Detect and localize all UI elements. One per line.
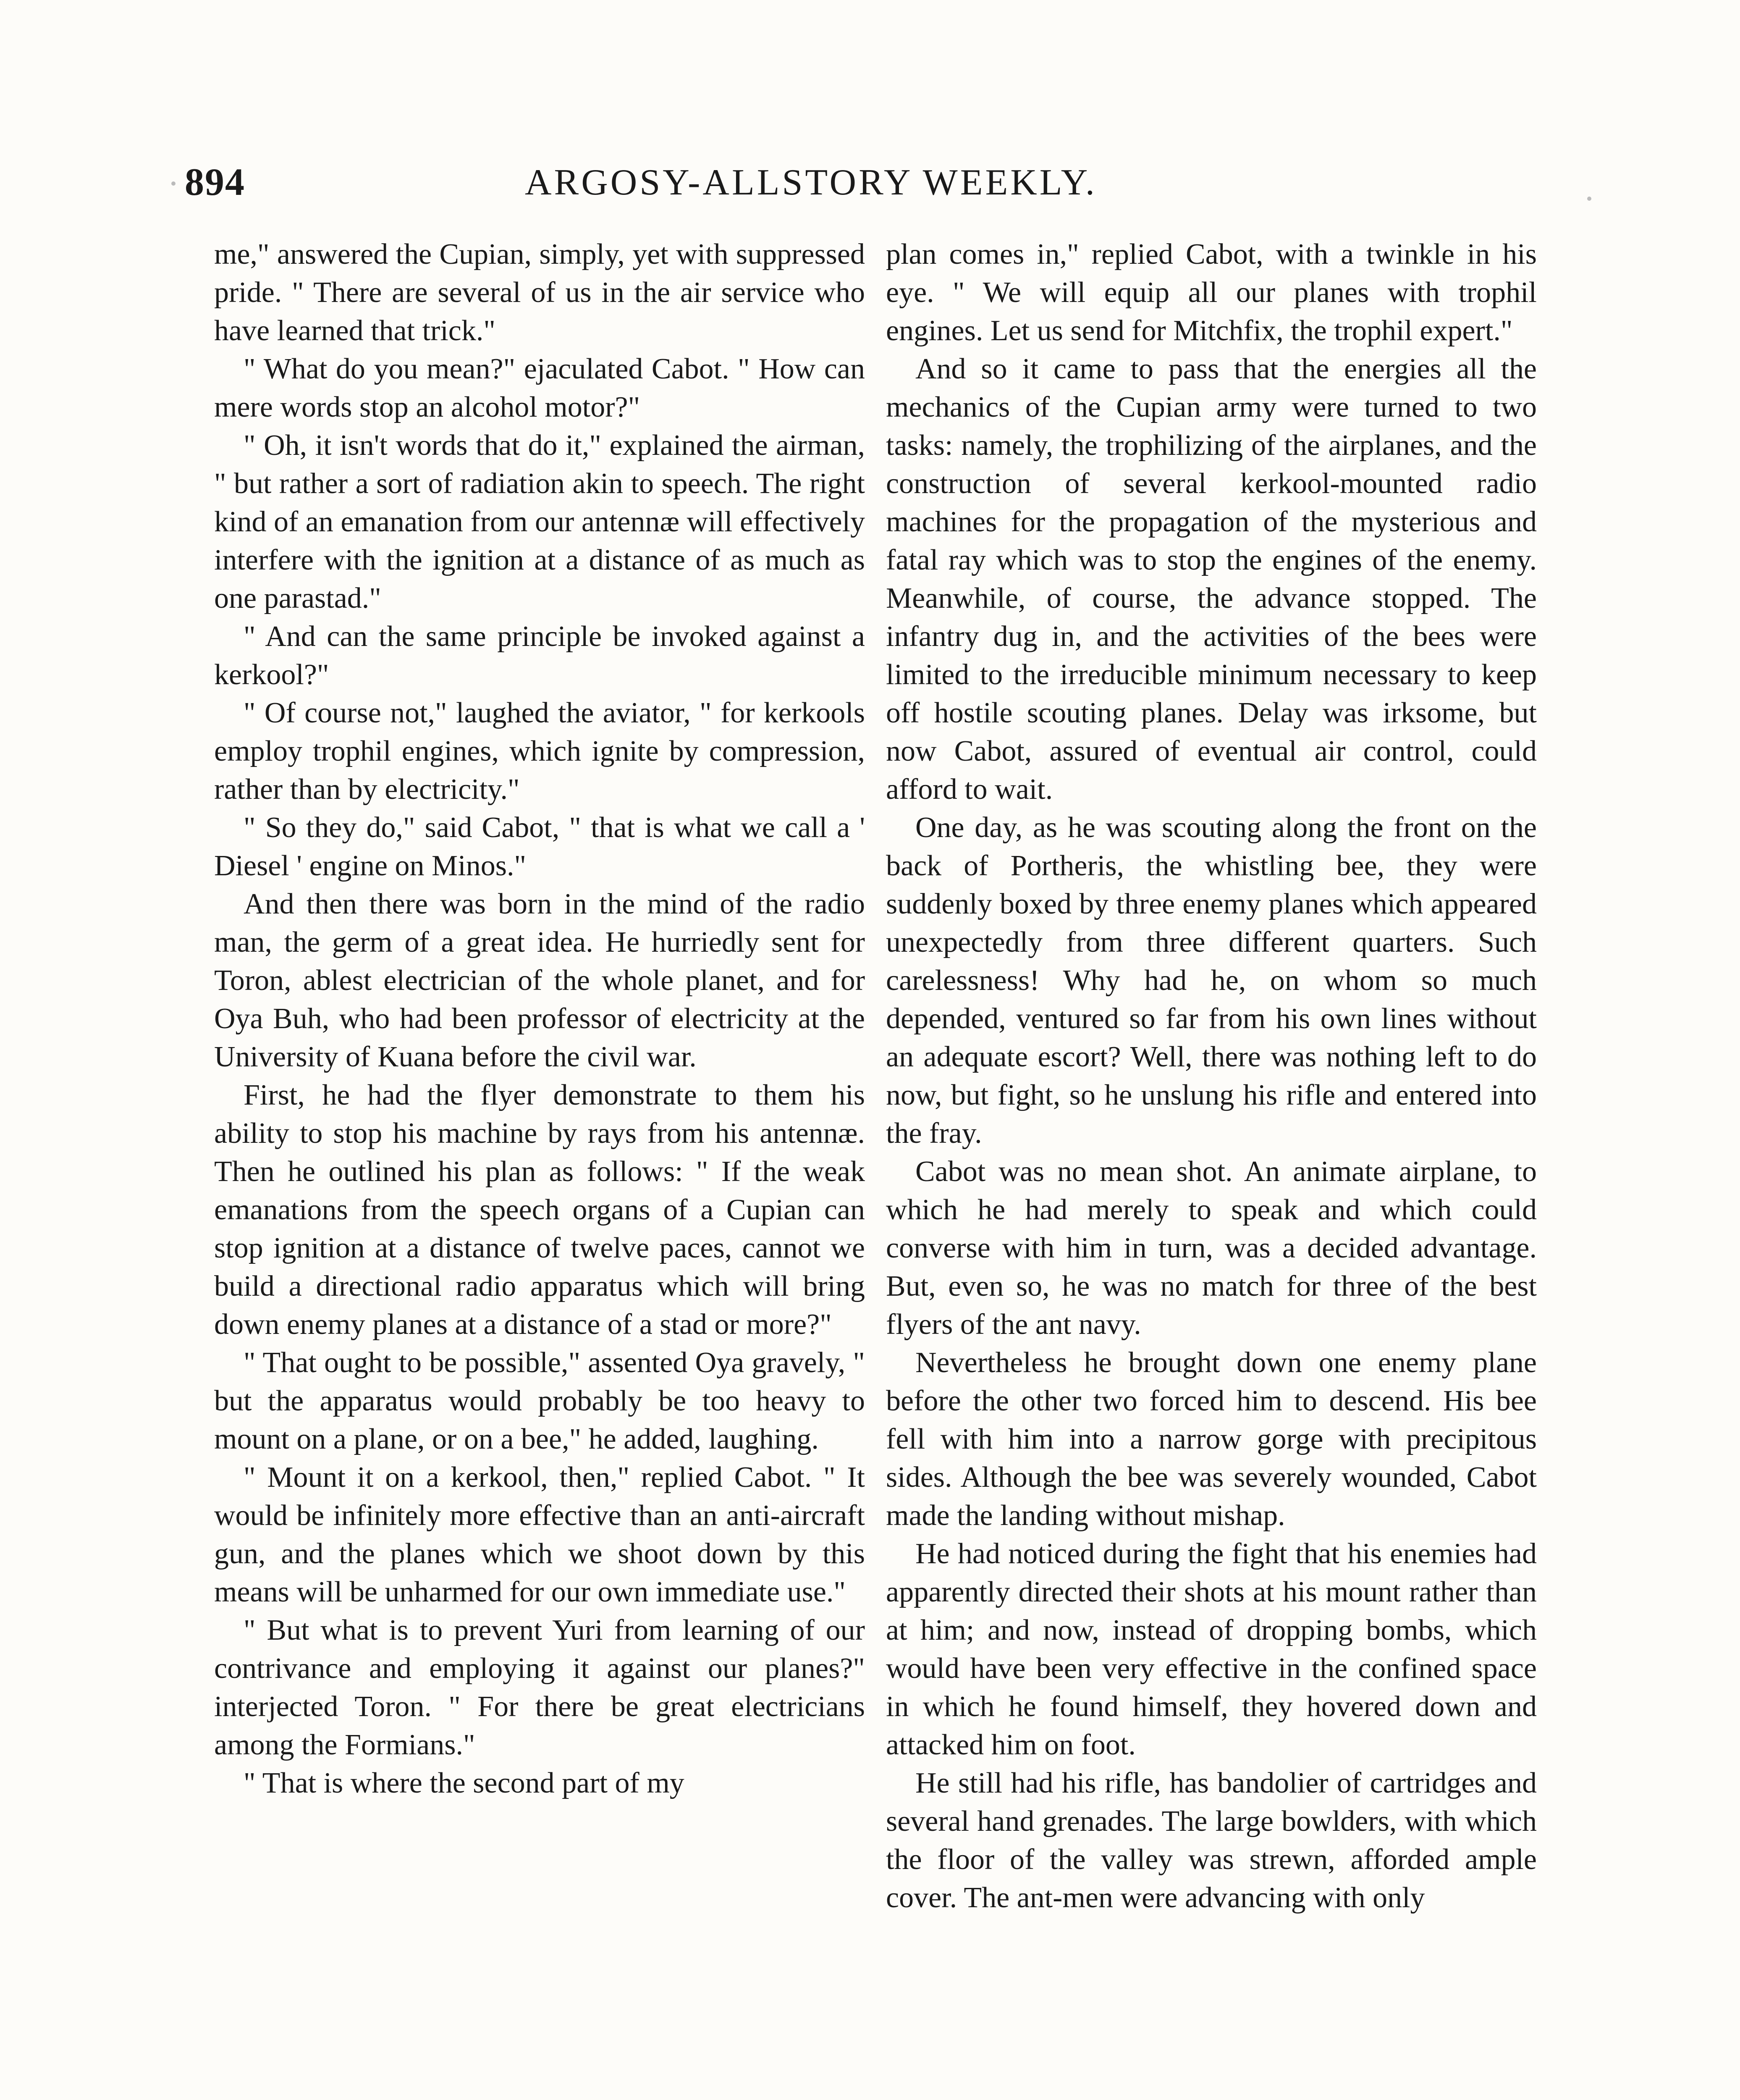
paragraph: " That is where the second part of my [244,1767,684,1799]
page-number: 894 [185,160,245,203]
left-column [214,235,865,1802]
paragraph: Cabot was no mean shot. An animate airplane, to which he had merely to speak and which could converse with him in turn, was a decided advantage. But, even so, he was no match for three of the best flyers of the ant navy. [886,1155,1537,1341]
paragraph: And then there was born in the mind of the radio man, the germ of a great idea. He hurriedly sent for Toron, ablest electrician of the whole planet, and for Oya Buh, who had been professor of electricity at the University of Kuana before the civil war. [214,888,865,1073]
print-speck [171,181,176,186]
running-head: ARGOSY-ALLSTORY WEEKLY. [525,162,1097,203]
paragraph: He had noticed during the fight that his enemies had apparently directed their shots at his mount rather than at him; and now, instead of dropping bombs, which would have been very effective in the confined space in which he found himself, they hovered down and attacked him on foot. [886,1538,1537,1761]
paragraph: " That ought to be possible," assented Oya gravely, " but the apparatus would probably be too heavy to mount on a plane, or on a bee," he added, laughing. [214,1347,865,1455]
paragraph: And so it came to pass that the energies all the mechanics of the Cupian army were turned to two tasks: namely, the trophilizing of the airplanes, and the construction of several kerkool-mounted radio machines for the propagation of the mysterious and fatal ray which was to stop the engines of the enemy. Meanwhile, of course, the advance stopped. The infantry dug in, and the activities of the bees were limited to the irreducible minimum necessary to keep off hostile scouting planes. Delay was irksome, but now Cabot, assured of eventual air control, could afford to wait. [886,353,1537,806]
paragraph: First, he had the flyer demonstrate to them his ability to stop his machine by rays from his antennæ. Then he outlined his plan as follows: " If the weak emanations from the speech organs of a Cupian can stop ignition at a distance of twelve paces, cannot we build a directional radio apparatus which will bring down enemy planes at a distance of a stad or more?" [214,1079,865,1341]
paragraph: " And can the same principle be invoked against a kerkool?" [214,620,865,691]
paragraph: He still had his rifle, has bandolier of cartridges and several hand grenades. The large bowlders, with which the floor of the valley was strewn, afforded ample cover. The ant-men were advancing with only [886,1767,1537,1914]
paragraph: " Oh, it isn't words that do it," explained the airman, " but rather a sort of radiation akin to speech. The right kind of an emanation from our antennæ will effectively interfere with the ignition at a distance of as much as one parastad." [214,429,865,614]
page-header [0,160,1740,218]
paragraph: plan comes in," replied Cabot, with a twinkle in his eye. " We will equip all our planes with trophil engines. Let us send for Mitchfix, the trophil expert." [886,238,1537,347]
paragraph: " But what is to prevent Yuri from learning of our contrivance and employing it against our planes?" interjected Toron. " For there be great electricians among the Formians." [214,1614,865,1761]
paragraph: One day, as he was scouting along the front on the back of Portheris, the whistling bee, they were suddenly boxed by three enemy planes which appeared unexpectedly from three different quarters. Such carelessness! Why had he, on whom so much depended, ventured so far from his own lines without an adequate escort? Well, there was nothing left to do now, but fight, so he unslung his rifle and entered into the fray. [886,811,1537,1150]
right-column [886,235,1537,1917]
print-speck [1587,197,1591,201]
paragraph: " So they do," said Cabot, " that is what we call a ' Diesel ' engine on Minos." [214,811,865,882]
paragraph: " Mount it on a kerkool, then," replied Cabot. " It would be infinitely more effective than an anti-aircraft gun, and the planes which we shoot down by this means will be unharmed for our own immediate use." [214,1461,865,1608]
paragraph: Nevertheless he brought down one enemy plane before the other two forced him to descend. His bee fell with him into a narrow gorge with precipitous sides. Although the bee was severely wounded, Cabot made the landing without mishap. [886,1347,1537,1532]
paragraph: " Of course not," laughed the aviator, " for kerkools employ trophil engines, which ignite by compression, rather than by electricity." [214,697,865,806]
paragraph: me," answered the Cupian, simply, yet with suppressed pride. " There are several of us in the air service who have learned that trick." [214,238,865,347]
paragraph: " What do you mean?" ejaculated Cabot. " How can mere words stop an alcohol motor?" [214,353,865,423]
